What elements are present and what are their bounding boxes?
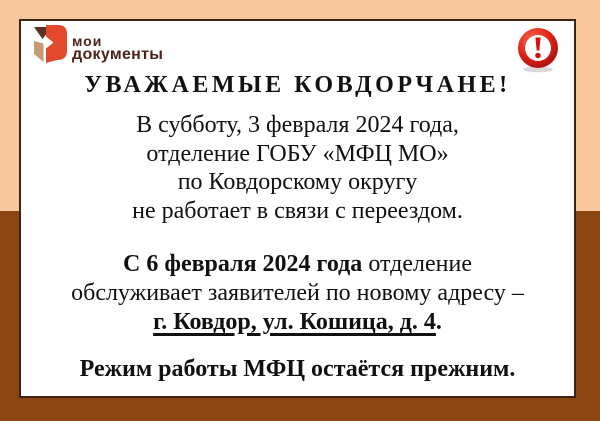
p2-line2: обслуживает заявителей по новому адресу –	[71, 280, 524, 307]
paragraph-closure-notice	[21, 111, 574, 225]
paragraph-new-address	[21, 250, 574, 337]
logo-text	[72, 34, 163, 63]
exclamation-icon	[514, 25, 562, 73]
logo-line2: документы	[72, 46, 164, 63]
p2-bold-date: С 6 февраля 2024 года	[123, 251, 363, 278]
mfc-logo-icon	[31, 24, 69, 69]
paragraph-schedule-note: Режим работы МФЦ остаётся прежним.	[79, 356, 516, 383]
page-title: УВАЖАЕМЫЕ КОВДОРЧАНЕ!	[84, 72, 511, 98]
p1-line2: отделение ГОБУ «МФЦ МО»	[146, 140, 449, 167]
new-address-text: г. Ковдор, ул. Кошица, д. 4	[153, 309, 436, 336]
p1-line4: не работает в связи с переездом.	[132, 197, 463, 224]
moi-dokumenty-logo	[31, 24, 163, 69]
address-period: .	[435, 309, 442, 336]
p2-lead-rest: отделение	[362, 251, 472, 278]
p2-line3	[21, 308, 574, 337]
announcement-card	[19, 19, 576, 398]
p2-line1	[21, 250, 574, 279]
p1-line1: В субботу, 3 февраля 2024 года,	[136, 112, 459, 139]
logo-line1: мои	[72, 33, 103, 49]
p1-line3: по Ковдорскому округу	[177, 169, 418, 196]
